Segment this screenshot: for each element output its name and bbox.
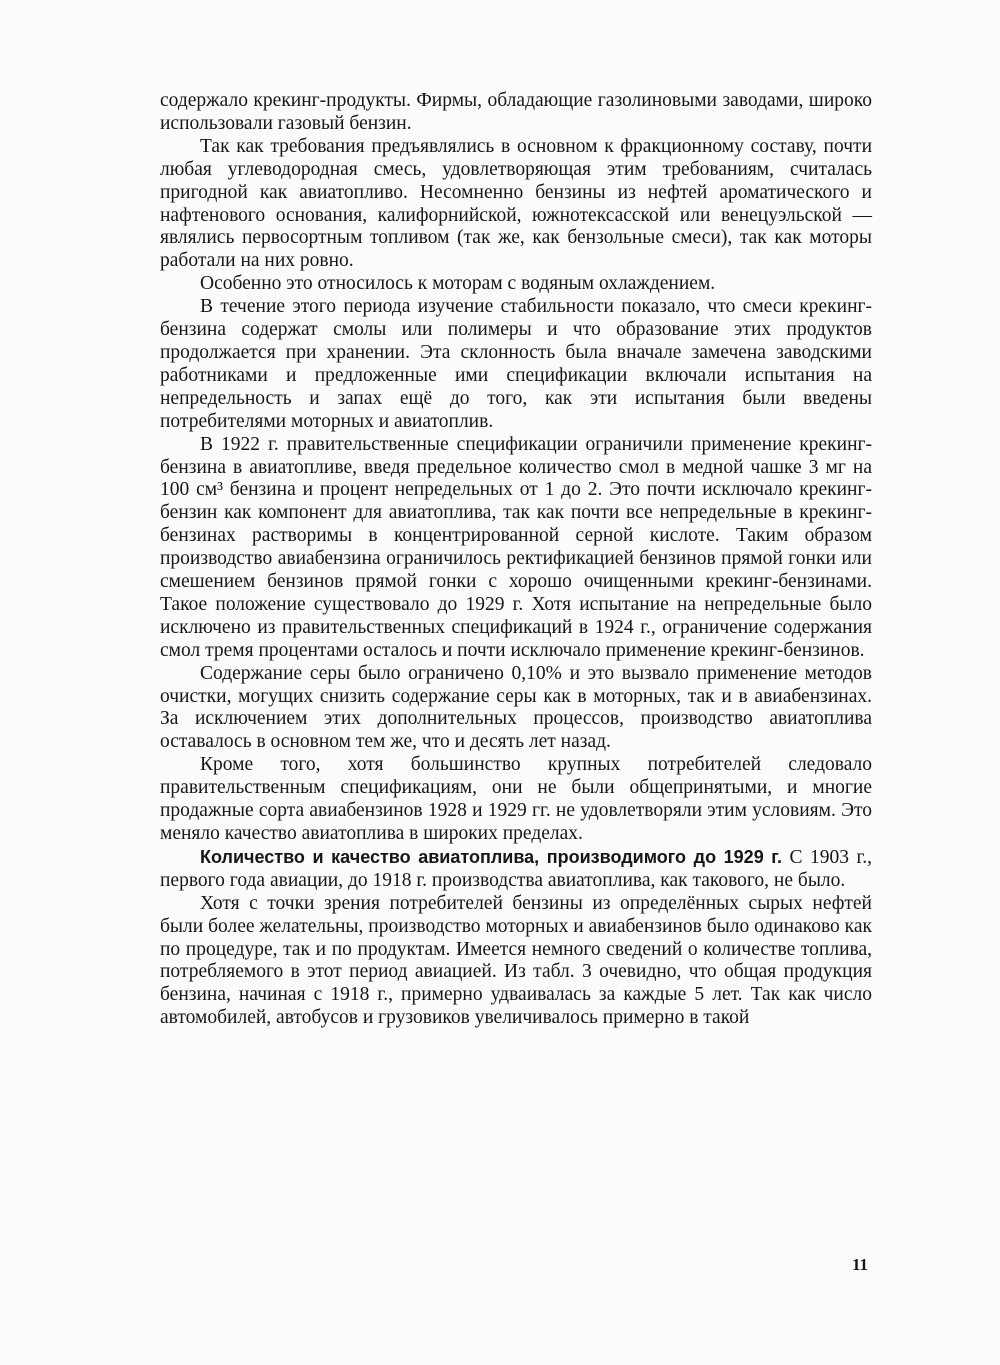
paragraph-production: Хотя с точки зрения потребителей бензины из определённых сырых нефтей были более желательны, производство моторных и авиабензинов было одинаково как по процедуре, так и по продуктам. Имеется немного сведений о количестве топлива, потребляемого в этот период авиацией. Из табл. 3 очевидно, что общая продукция бензина, начиная с 1918 г., примерно удваивалась за каждые 5 лет. Так как число автомобилей, автобусов и грузовиков увеличивалось примерно в такой <box>160 892 872 1029</box>
paragraph-water-cooling: Особенно это относилось к моторам с водяным охлаждением. <box>200 273 716 295</box>
paragraph-continuation: содержало крекинг-продукты. Фирмы, обладающие газолиновыми заводами, широко использовали газовый бензин. <box>160 90 872 134</box>
section-heading-paragraph <box>160 846 872 893</box>
paragraph-fraction-requirements: Так как требования предъявлялись в основном к фракционному составу, почти любая углеводородная смесь, удовлетворяющая этим требованиям, считалась пригодной как авиатопливо. Несомненно бензины из нефтей ароматического и нафтенового основания, калифорнийской, южнотексасской или венецуэльской — являлись первосортным топливом (так же, как бензольные смеси), так как моторы работали на них ровно. <box>160 135 872 272</box>
section-heading-continuation: С 1903 г., первого года авиации, до 1918 г. производства авиатоплива, как такового, не было. <box>160 846 873 891</box>
paragraph-stability: В течение этого периода изучение стабильности показало, что смеси крекинг-бензина содержат смолы или полимеры и что образование этих продуктов продолжается при хранении. Эта склонность была вначале замечена заводскими работниками и предложенные ими спецификации включали испытания на непредельность и запах ещё до того, как эти испытания были введены потребителями моторных и авиатоплив. <box>160 296 872 432</box>
paragraph-1922-specifications: В 1922 г. правительственные спецификации ограничили применение крекинг-бензина в авиатопливе, введя предельное количество смол в медной чашке 3 мг на 100 см³ бензина и процент непредельных от 1 до 2. Это почти исключало крекинг-бензин как компонент для авиатоплива, так как почти все непредельные в крекинг-бензинах растворимы в концентрированной серной кислоте. Таким образом производство авиабензина ограничилось ректификацией бензинов прямой гонки или смешением бензинов прямой гонки с хорошо очищенными крекинг-бензинами. Такое положение существовало до 1929 г. Хотя испытание на непредельные было исключено из правительственных спецификаций в 1924 г., ограничение содержания смол тремя процентами осталось и почти исключало применение крекинг-бензинов. <box>160 433 872 661</box>
section-heading: Количество и качество авиатоплива, производимого до 1929 г. <box>200 846 783 867</box>
paragraph-sulfur-content: Содержание серы было ограничено 0,10% и это вызвало применение методов очистки, могущих снизить содержание серы как в моторных, так и в авиабензинах. За исключением этих дополнительных процессов, производство авиатоплива оставалось в основном тем же, что и десять лет назад. <box>160 662 872 753</box>
body-text <box>160 90 872 1030</box>
page-number: 11 <box>852 1255 869 1274</box>
paragraph-commercial-grades: Кроме того, хотя большинство крупных потребителей следовало правительственным спецификациям, они не были общепринятыми, и многие продажные сорта авиабензинов 1928 и 1929 гг. не удовлетворяли этим условиям. Это меняло качество авиатоплива в широких пределах. <box>160 754 872 844</box>
